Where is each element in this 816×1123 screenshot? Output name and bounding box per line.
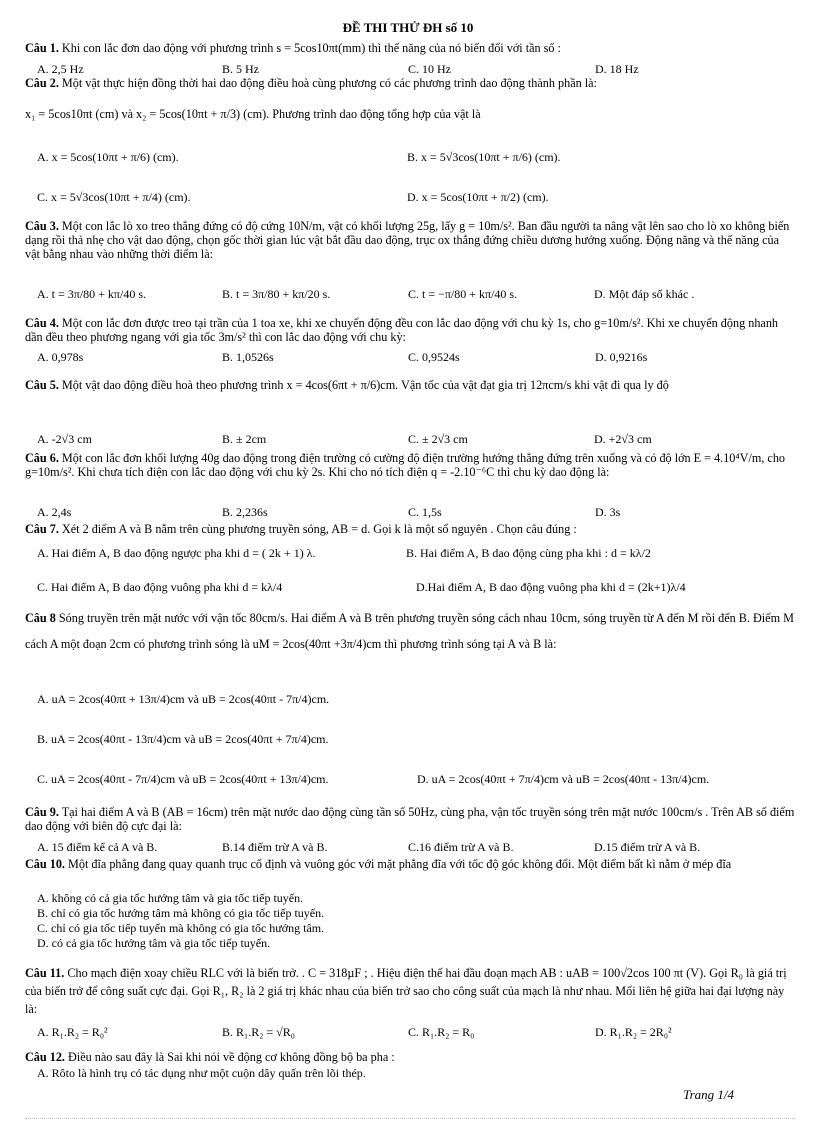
option-d: D. x = 5cos(10πt + π/2) (cm).	[407, 190, 549, 204]
option-a: A. Rôto là hình trụ có tác dụng như một cuộn dây quấn trên lõi thép.	[37, 1066, 366, 1080]
option-c: C. 0,9524s	[408, 350, 460, 364]
option-a: A. uA = 2cos(40πt + 13π/4)cm và uB = 2cos(40πt - 7π/4)cm.	[37, 692, 330, 706]
question-label: Câu 8	[25, 611, 56, 625]
option-c: C. chỉ có gia tốc tiếp tuyến mà không có gia tốc hướng tâm.	[37, 921, 325, 935]
question-label: Câu 4.	[25, 316, 59, 330]
question-7	[25, 522, 795, 536]
question-12	[25, 1050, 795, 1064]
option-a: A. 15 điểm kể cả A và B.	[37, 840, 158, 854]
question-text: Một con lắc lò xo treo thẳng đứng có độ cứng 10N/m, vật có khối lượng 25g, lấy g = 10m/s². Ban đầu người ta nâng vật lên sao cho lò xo không biến dạng rồi thả nhẹ cho vật dao động, chọn gốc thời gian lúc vật bắt đầu dao động, trục ox thẳng đứng chiều dương hướng xuống. Động năng và thế năng của vật bằng nhau vào những thời điểm là:	[25, 219, 790, 261]
option-a: A. R₁.R₂ = R₀²	[37, 1025, 108, 1039]
question-5	[25, 378, 795, 392]
question-label: Câu 2.	[25, 76, 59, 90]
option-c: C. Hai điểm A, B dao động vuông pha khi d = kλ/4	[37, 580, 283, 594]
option-d: D.15 điểm trừ A và B.	[594, 840, 701, 854]
option-d: D. 0,9216s	[595, 350, 648, 364]
option-b: B. 5 Hz	[222, 62, 259, 76]
question-9	[25, 805, 795, 833]
option-a: A. -2√3 cm	[37, 432, 92, 446]
question-8	[25, 605, 795, 657]
question-2	[25, 76, 795, 90]
question-label: Câu 10.	[25, 857, 65, 871]
question-label: Câu 6.	[25, 451, 59, 465]
option-a: A. t = 3π/80 + kπ/40 s.	[37, 287, 146, 301]
option-b: B. chỉ có gia tốc hướng tâm mà không có gia tốc tiếp tuyến.	[37, 906, 325, 920]
option-d: D. R₁.R₂ = 2R₀²	[595, 1025, 672, 1039]
option-a: A. Hai điểm A, B dao động ngược pha khi d = ( 2k + 1) λ.	[37, 546, 316, 560]
option-d: D. Một đáp số khác .	[594, 287, 695, 301]
option-b: B. x = 5√3cos(10πt + π/6) (cm).	[407, 150, 561, 164]
question-label: Câu 5.	[25, 378, 59, 392]
question-11	[25, 964, 795, 1018]
question-label: Câu 7.	[25, 522, 59, 536]
option-d: D. 18 Hz	[595, 62, 639, 76]
question-text: Một đĩa phẳng đang quay quanh trục cố định và vuông góc với mặt phẳng đĩa với tốc độ góc không đổi. Một điểm bất kì nằm ở mép đĩa	[68, 857, 732, 871]
option-d: D. +2√3 cm	[594, 432, 652, 446]
question-text: Cho mạch điện xoay chiều RLC với là biến trở. . C = 318µF ; . Hiệu điện thế hai đầu đoạn mạch AB : uAB = 100√2cos 100 πt (V). Gọi R₀ là giá trị của biến trở để công suất cực đại. Gọi R₁, R₂ là 2 giá trị khác nhau của biến trở sao cho công suất của mạch là như nhau. Mối liên hệ giữa hai đại lượng này là:	[25, 966, 787, 1016]
option-b: B. t = 3π/80 + kπ/20 s.	[222, 287, 331, 301]
option-d: D. uA = 2cos(40πt + 7π/4)cm và uB = 2cos(40πt - 13π/4)cm.	[417, 772, 710, 786]
option-c: C. R₁.R₂ = R₀	[408, 1025, 475, 1039]
option-b: B. ± 2cm	[222, 432, 267, 446]
option-b: B. uA = 2cos(40πt - 13π/4)cm và uB = 2cos(40πt + 7π/4)cm.	[37, 732, 329, 746]
option-b: B. 1,0526s	[222, 350, 274, 364]
option-b: B. R₁.R₂ = √R₀	[222, 1025, 295, 1039]
option-c: C. ± 2√3 cm	[408, 432, 468, 446]
question-text: Tại hai điểm A và B (AB = 16cm) trên mặt nước dao động cùng tần số 50Hz, cùng pha, vận tốc truyền sóng trên mặt nước 100cm/s . Trên AB số điểm dao động với biên độ cực đại là:	[25, 805, 795, 833]
option-c: C. 10 Hz	[408, 62, 451, 76]
question-3	[25, 219, 795, 261]
option-d: D. 3s	[595, 505, 621, 519]
option-d: D. có cả gia tốc hướng tâm và gia tốc tiếp tuyến.	[37, 936, 271, 950]
question-text: Điều nào sau đây là Sai khi nói về động cơ không đồng bộ ba pha :	[68, 1050, 395, 1064]
option-a: A. 2,4s	[37, 505, 72, 519]
option-a: A. 2,5 Hz	[37, 62, 84, 76]
option-c: C.16 điểm trừ A và B.	[408, 840, 514, 854]
option-b: B. 2,236s	[222, 505, 268, 519]
question-4	[25, 316, 795, 344]
option-a: A. 0,978s	[37, 350, 84, 364]
footer-divider	[25, 1118, 795, 1119]
question-text: Một con lắc đơn được treo tại trần của 1 toa xe, khi xe chuyển động đều con lắc dao động với chu kỳ 1s, cho g=10m/s². Khi xe chuyển động nhanh dần đều theo phương ngang với gia tốc 3m/s² thì con lắc dao động với chu kỳ:	[25, 316, 779, 344]
question-label: Câu 9.	[25, 805, 59, 819]
question-label: Câu 11.	[25, 966, 65, 980]
question-text: Một vật thực hiện đồng thời hai dao động điều hoà cùng phương có các phương trình dao động thành phần là:	[61, 76, 597, 90]
option-b: B.14 điểm trừ A và B.	[222, 840, 328, 854]
question-2-equation: x₁ = 5cos10πt (cm) và x₂ = 5cos(10πt + π/3) (cm). Phương trình dao động tổng hợp của vật là	[25, 107, 481, 121]
question-text: Sóng truyền trên mặt nước với vận tốc 80cm/s. Hai điểm A và B trên phương truyền sóng cách nhau 10cm, sóng truyền từ A đến M rồi đến B. Điểm M cách A một đoạn 2cm có phương trình sóng là uM = 2cos(40πt +3π/4)cm thì phương trình sóng tại A và B là:	[25, 611, 794, 651]
option-c: C. 1,5s	[408, 505, 442, 519]
option-d: D.Hai điểm A, B dao động vuông pha khi d = (2k+1)λ/4	[416, 580, 686, 594]
question-6	[25, 451, 795, 479]
question-text: Khi con lắc đơn dao động với phương trình s = 5cos10πt(mm) thì thế năng của nó biến đổi với tần số :	[61, 41, 561, 55]
option-c: C. t = −π/80 + kπ/40 s.	[408, 287, 518, 301]
question-1	[25, 41, 795, 55]
option-b: B. Hai điểm A, B dao động cùng pha khi : d = kλ/2	[406, 546, 651, 560]
question-label: Câu 1.	[25, 41, 59, 55]
page-number: Trang 1/4	[683, 1087, 734, 1102]
page-title: ĐỀ THI THỬ ĐH số 10	[342, 20, 474, 35]
option-a: A. x = 5cos(10πt + π/6) (cm).	[37, 150, 179, 164]
question-label: Câu 3.	[25, 219, 59, 233]
option-c: C. x = 5√3cos(10πt + π/4) (cm).	[37, 190, 191, 204]
question-10	[25, 857, 795, 871]
question-text: Một con lắc đơn khối lượng 40g dao động trong điện trường có cường độ điện trường hướng thẳng đứng trên xuống và có độ lớn E = 4.10⁴V/m, cho g=10m/s². Khi chưa tích điện con lắc dao động với chu kỳ 2s. Khi cho nó tích điện q = -2.10⁻⁶C thì chu kỳ dao động là:	[25, 451, 786, 479]
option-a: A. không có cả gia tốc hướng tâm và gia tốc tiếp tuyến.	[37, 891, 304, 905]
question-text: Một vật dao động điều hoà theo phương trình x = 4cos(6πt + π/6)cm. Vận tốc của vật đạt gia trị 12πcm/s khi vật đi qua ly độ	[61, 378, 669, 392]
question-label: Câu 12.	[25, 1050, 65, 1064]
option-c: C. uA = 2cos(40πt - 7π/4)cm và uB = 2cos(40πt + 13π/4)cm.	[37, 772, 329, 786]
question-text: Xét 2 điểm A và B nằm trên cùng phương truyền sóng, AB = d. Gọi k là một số nguyên . Chọn câu đúng :	[61, 522, 577, 536]
